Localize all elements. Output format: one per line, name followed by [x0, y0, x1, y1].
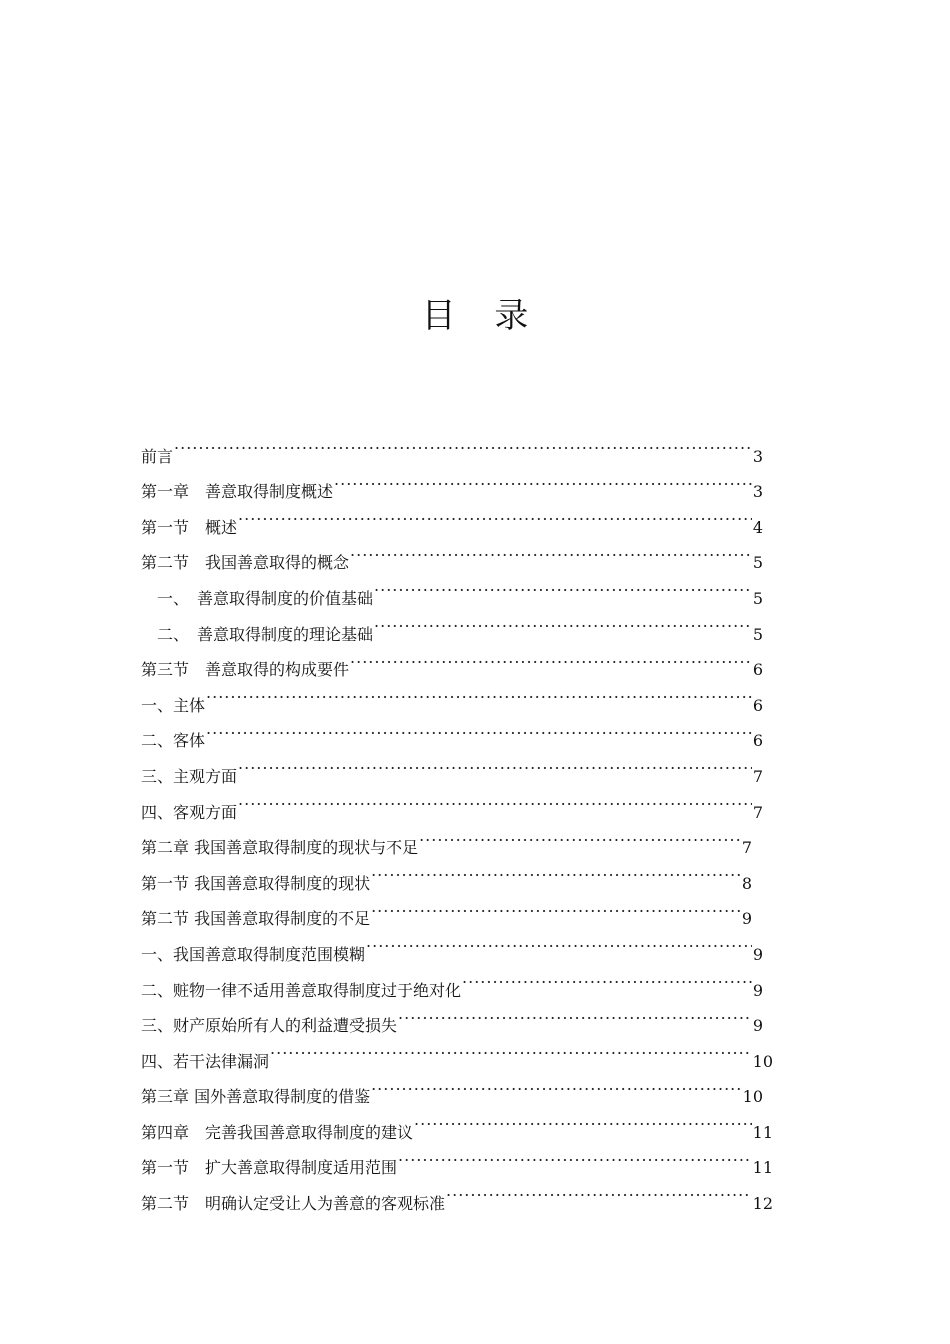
toc-entry[interactable]: [141, 1138, 773, 1178]
toc-entry-page: 3: [752, 446, 763, 466]
toc-entry[interactable]: [141, 640, 763, 680]
toc-entry[interactable]: [141, 533, 763, 573]
toc-entry-page: 10: [742, 1087, 763, 1107]
toc-entry-label: 第二章 我国善意取得制度的现状与不足: [141, 838, 419, 858]
toc-entry-page: 12: [752, 1194, 773, 1214]
toc-entry-page: 11: [752, 1158, 773, 1178]
dot-leader: [371, 853, 741, 889]
dot-leader: [174, 426, 752, 462]
dot-leader: [414, 1102, 752, 1138]
dot-leader: [419, 818, 741, 854]
toc-entry[interactable]: [141, 1173, 773, 1214]
table-of-contents: [141, 426, 773, 1214]
toc-entry-label: 第一节 概述: [141, 517, 238, 537]
toc-entry[interactable]: [141, 746, 763, 786]
toc-entry-label: 四、客观方面: [141, 802, 238, 822]
dot-leader: [350, 640, 752, 676]
toc-entry-label: 二、客体: [141, 731, 206, 751]
toc-entry-page: 9: [741, 909, 752, 929]
toc-entry-label: 二、 善意取得制度的理论基础: [141, 624, 374, 644]
toc-entry[interactable]: [141, 711, 763, 751]
dot-leader: [446, 1173, 752, 1209]
toc-entry-page: 9: [752, 980, 763, 1000]
toc-entry-page: 9: [752, 1016, 763, 1036]
toc-entry[interactable]: [141, 1031, 773, 1071]
toc-entry-label: 三、财产原始所有人的利益遭受损失: [141, 1016, 398, 1036]
toc-entry-page: 6: [752, 731, 763, 751]
dot-leader: [350, 533, 752, 569]
dot-leader: [366, 924, 752, 960]
toc-entry-label: 第一节 扩大善意取得制度适用范围: [141, 1158, 398, 1178]
dot-leader: [238, 497, 752, 533]
toc-entry[interactable]: [141, 1102, 773, 1142]
toc-entry[interactable]: [141, 462, 763, 502]
toc-entry-page: 3: [752, 482, 763, 502]
toc-entry-label: 第二节 我国善意取得制度的不足: [141, 909, 371, 929]
toc-entry-label: 第三章 国外善意取得制度的借鉴: [141, 1087, 371, 1107]
dot-leader: [334, 462, 752, 498]
dot-leader: [270, 1031, 752, 1067]
toc-entry-page: 10: [752, 1051, 773, 1071]
dot-leader: [371, 1067, 742, 1103]
toc-entry[interactable]: [141, 996, 763, 1036]
toc-entry-label: 第四章 完善我国善意取得制度的建议: [141, 1122, 414, 1142]
toc-entry-label: 三、主观方面: [141, 766, 238, 786]
toc-entry[interactable]: [141, 497, 763, 537]
toc-entry[interactable]: [141, 426, 763, 466]
toc-entry-page: 9: [752, 944, 763, 964]
toc-entry-page: 4: [752, 517, 763, 537]
toc-entry[interactable]: [141, 604, 763, 644]
toc-entry-page: 5: [752, 624, 763, 644]
toc-entry-label: 第二节 明确认定受让人为善意的客观标准: [141, 1194, 446, 1214]
toc-entry-page: 6: [752, 660, 763, 680]
dot-leader: [398, 1138, 752, 1174]
toc-entry-label: 第一节 我国善意取得制度的现状: [141, 873, 371, 893]
toc-entry-page: 7: [741, 838, 752, 858]
toc-entry[interactable]: [141, 818, 752, 858]
toc-entry-label: 四、若干法律漏洞: [141, 1051, 270, 1071]
toc-entry-page: 7: [752, 802, 763, 822]
toc-entry-label: 前言: [141, 446, 174, 466]
toc-entry-page: 11: [752, 1122, 773, 1142]
toc-entry[interactable]: [141, 853, 752, 893]
toc-entry-page: 6: [752, 695, 763, 715]
page-title: 目 录: [421, 296, 543, 336]
toc-entry[interactable]: [141, 960, 763, 1000]
toc-entry[interactable]: [141, 889, 752, 929]
toc-entry[interactable]: [141, 782, 763, 822]
toc-entry-label: 二、赃物一律不适用善意取得制度过于绝对化: [141, 980, 462, 1000]
toc-entry[interactable]: [141, 1067, 763, 1107]
toc-entry-page: 7: [752, 766, 763, 786]
dot-leader: [374, 604, 752, 640]
toc-entry-page: 5: [752, 553, 763, 573]
toc-entry-label: 第二节 我国善意取得的概念: [141, 553, 350, 573]
toc-entry-label: 第一章 善意取得制度概述: [141, 482, 334, 502]
toc-entry-label: 一、 善意取得制度的价值基础: [141, 588, 374, 608]
toc-entry-page: 5: [752, 588, 763, 608]
dot-leader: [398, 996, 752, 1032]
dot-leader: [238, 746, 752, 782]
toc-entry-label: 第三节 善意取得的构成要件: [141, 660, 350, 680]
dot-leader: [206, 675, 752, 711]
dot-leader: [462, 960, 752, 996]
toc-entry[interactable]: [141, 924, 763, 964]
dot-leader: [206, 711, 752, 747]
toc-entry-label: 一、我国善意取得制度范围模糊: [141, 944, 366, 964]
dot-leader: [374, 568, 752, 604]
toc-entry[interactable]: [141, 675, 763, 715]
toc-entry[interactable]: [141, 568, 763, 608]
toc-entry-label: 一、主体: [141, 695, 206, 715]
toc-entry-page: 8: [741, 873, 752, 893]
dot-leader: [238, 782, 752, 818]
dot-leader: [371, 889, 741, 925]
